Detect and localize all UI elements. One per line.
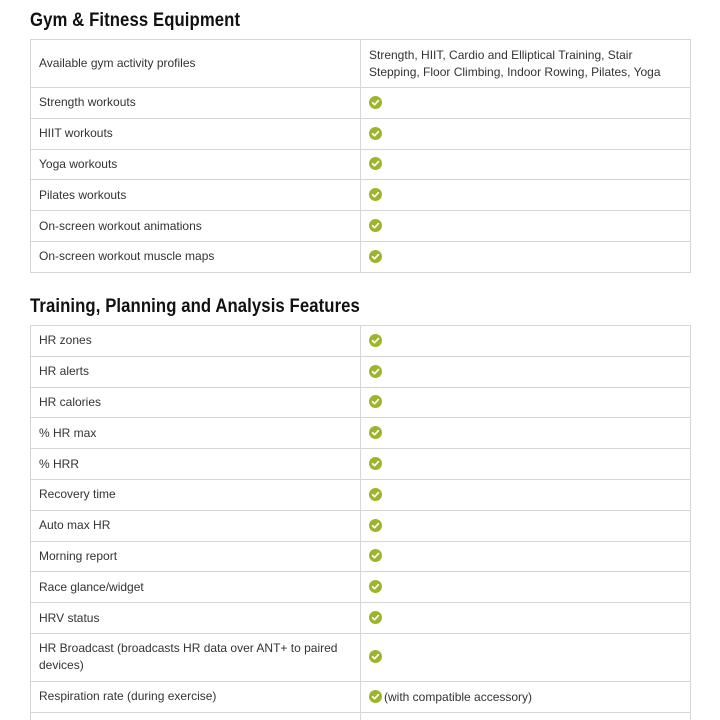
check-circle-icon [369, 519, 382, 532]
check-circle-icon [369, 334, 382, 347]
check-circle-icon [369, 157, 382, 170]
check-circle-icon [369, 650, 382, 663]
table-row [31, 387, 691, 418]
row-value [361, 603, 691, 634]
row-label: Recovery time [31, 479, 361, 510]
check-circle-icon [369, 549, 382, 562]
table-row [31, 241, 691, 272]
section-title-training: Training, Planning and Analysis Features [30, 296, 360, 317]
row-value [361, 572, 691, 603]
table-row [31, 118, 691, 149]
section-title-gym: Gym & Fitness Equipment [30, 10, 241, 31]
check-circle-icon [369, 395, 382, 408]
row-value [361, 356, 691, 387]
check-circle-icon [369, 611, 382, 624]
row-value [361, 479, 691, 510]
table-row [31, 326, 691, 357]
row-label: HRV status [31, 603, 361, 634]
table-row [31, 633, 691, 681]
table-row [31, 572, 691, 603]
row-value [361, 510, 691, 541]
row-value: Strength, HIIT, Cardio and Elliptical Training, Stair Stepping, Floor Climbing, Indoor Rowing, Pilates, Yoga [361, 40, 691, 88]
row-value [361, 418, 691, 449]
table-row [31, 88, 691, 119]
check-circle-icon [369, 250, 382, 263]
row-label: HR alerts [31, 356, 361, 387]
check-circle-icon [369, 580, 382, 593]
check-circle-icon [369, 488, 382, 501]
row-label: Respiration rate (during exercise) [31, 681, 361, 712]
table-row [31, 681, 691, 712]
check-circle-icon [369, 219, 382, 232]
check-circle-icon [369, 426, 382, 439]
row-value [361, 387, 691, 418]
row-value [361, 449, 691, 480]
table-row [31, 449, 691, 480]
check-circle-icon [369, 690, 382, 703]
table-row [31, 418, 691, 449]
table-row [31, 712, 691, 720]
table-row [31, 356, 691, 387]
table-row [31, 541, 691, 572]
row-label: HIIT workouts [31, 118, 361, 149]
row-value [361, 681, 691, 712]
table-row [31, 149, 691, 180]
row-value [361, 633, 691, 681]
row-label: % HR max [31, 418, 361, 449]
row-value [361, 118, 691, 149]
training-features-table [30, 325, 691, 720]
check-circle-icon [369, 127, 382, 140]
row-label: HR Broadcast (broadcasts HR data over ANT+ to paired devices) [31, 633, 361, 681]
check-circle-icon [369, 96, 382, 109]
row-value [361, 180, 691, 211]
table-row [31, 40, 691, 88]
check-circle-icon [369, 188, 382, 201]
row-label: Available gym activity profiles [31, 40, 361, 88]
table-row [31, 510, 691, 541]
row-note: (with compatible accessory) [384, 689, 533, 704]
row-value [361, 712, 691, 720]
row-label: HR calories [31, 387, 361, 418]
row-label: Race glance/widget [31, 572, 361, 603]
table-row [31, 479, 691, 510]
row-label: Morning report [31, 541, 361, 572]
row-label: Yoga workouts [31, 149, 361, 180]
row-label: Auto max HR [31, 510, 361, 541]
row-label [31, 712, 361, 720]
row-value [361, 541, 691, 572]
row-value [361, 149, 691, 180]
row-label: On-screen workout muscle maps [31, 241, 361, 272]
row-value [361, 241, 691, 272]
row-label: % HRR [31, 449, 361, 480]
row-value [361, 88, 691, 119]
row-value [361, 211, 691, 242]
row-label: Strength workouts [31, 88, 361, 119]
table-row [31, 603, 691, 634]
row-value [361, 326, 691, 357]
check-circle-icon [369, 365, 382, 378]
gym-features-table [30, 39, 691, 273]
row-label: Pilates workouts [31, 180, 361, 211]
row-label: HR zones [31, 326, 361, 357]
table-row [31, 180, 691, 211]
table-row [31, 211, 691, 242]
check-circle-icon [369, 457, 382, 470]
row-label: On-screen workout animations [31, 211, 361, 242]
